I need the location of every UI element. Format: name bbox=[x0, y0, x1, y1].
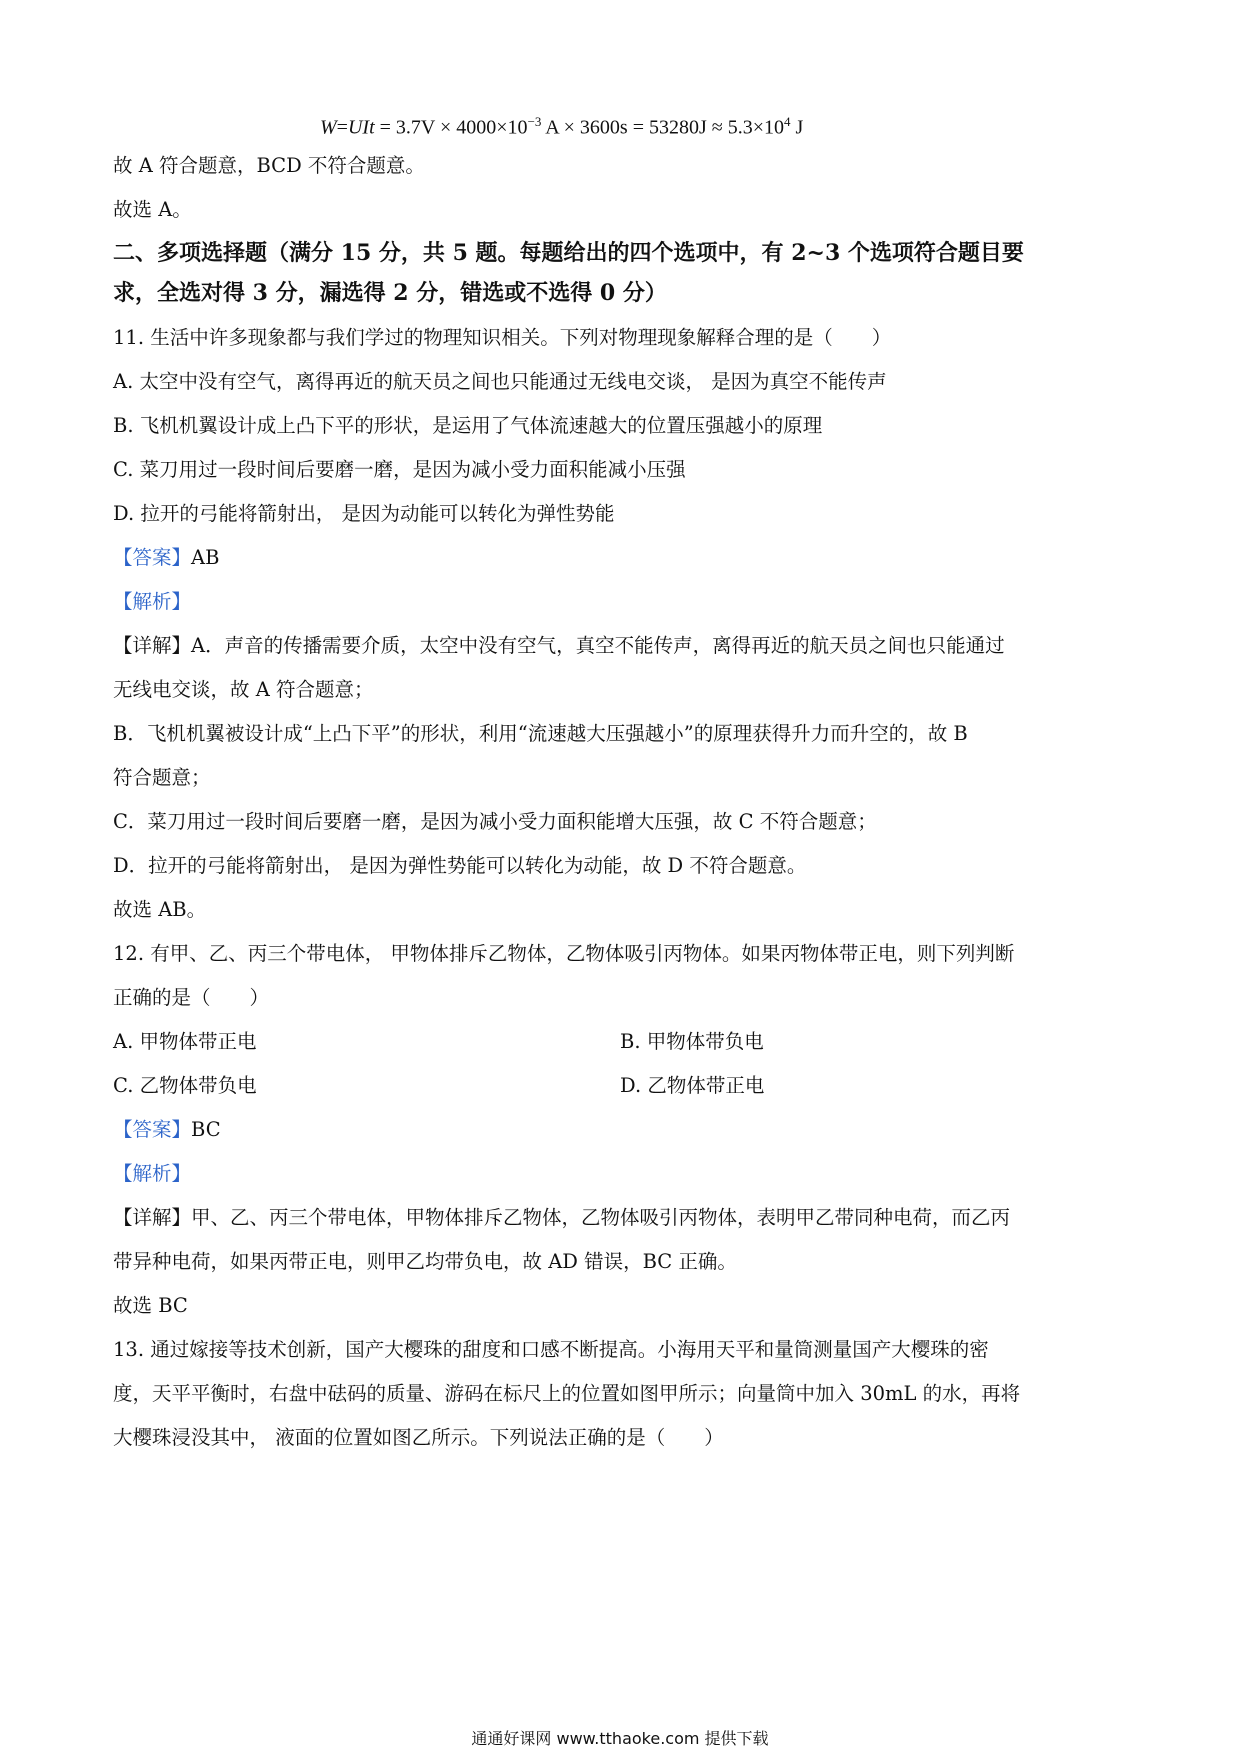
formula-exp2: 4 bbox=[784, 114, 791, 129]
formula-t: t bbox=[369, 116, 375, 139]
formula-u: U bbox=[347, 116, 363, 139]
detail-tag: 【详解】 bbox=[113, 1206, 192, 1229]
q11-answer-value: AB bbox=[191, 546, 220, 569]
q12-choice: 故选 BC bbox=[113, 1294, 188, 1317]
q11-detail-2: 无线电交谈，故 A 符合题意； bbox=[113, 678, 374, 701]
q11-detail-1-text: A．声音的传播需要介质，太空中没有空气，真空不能传声，离得再近的航天员之间也只能通过 bbox=[191, 634, 1005, 657]
q11-option-d: D. 拉开的弓能将箭射出， 是因为动能可以转化为弹性势能 bbox=[113, 502, 615, 525]
q13-stem-3: 大樱珠浸没其中， 液面的位置如图乙所示。下列说法正确的是（ ） bbox=[113, 1426, 724, 1449]
answer-tag: 【答案】 bbox=[113, 546, 192, 569]
q12-detail-1-text: 甲、乙、丙三个带电体，甲物体排斥乙物体，乙物体吸引丙物体，表明甲乙带同种电荷，而乙丙 bbox=[191, 1206, 1011, 1229]
q12-stem-1: 12. 有甲、乙、丙三个带电体， 甲物体排斥乙物体，乙物体吸引丙物体。如果丙物体带正电，则下列判断 bbox=[113, 942, 1015, 965]
q12-detail-2: 带异种电荷，如果丙带正电，则甲乙均带负电，故 AD 错误，BC 正确。 bbox=[113, 1250, 737, 1273]
formula-i: I bbox=[362, 116, 370, 139]
q11-option-b: B. 飞机机翼设计成上凸下平的形状，是运用了气体流速越大的位置压强越小的原理 bbox=[113, 414, 823, 437]
q11-detail-4: 符合题意； bbox=[113, 766, 211, 789]
q11-stem: 11. 生活中许多现象都与我们学过的物理知识相关。下列对物理现象解释合理的是（ ） bbox=[113, 326, 892, 349]
formula-eq1: = bbox=[336, 116, 348, 139]
q11-detail-3: B．飞机机翼被设计成“上凸下平”的形状，利用“流速越大压强越小”的原理获得升力而升空的，故 B bbox=[113, 722, 968, 745]
q12-option-c: C. 乙物体带负电 bbox=[113, 1074, 257, 1097]
q12-option-d: D. 乙物体带正电 bbox=[620, 1074, 765, 1097]
q12-detail-1 bbox=[113, 1204, 1010, 1232]
prev-conclusion: 故 A 符合题意，BCD 不符合题意。 bbox=[113, 154, 425, 177]
formula-unit: J bbox=[790, 116, 804, 139]
page-footer: 通通好课网 www.tthaoke.com 提供下载 bbox=[471, 1729, 769, 1748]
q12-option-b: B. 甲物体带负电 bbox=[620, 1030, 764, 1053]
q11-detail-6: D．拉开的弓能将箭射出， 是因为弹性势能可以转化为动能，故 D 不符合题意。 bbox=[113, 854, 807, 877]
q12-answer-value: BC bbox=[191, 1118, 221, 1141]
section-heading-line1: 二、多项选择题（满分 15 分，共 5 题。每题给出的四个选项中，有 2~3 个选项符合题目要 bbox=[113, 240, 1024, 266]
q13-stem-1: 13. 通过嫁接等技术创新，国产大樱珠的甜度和口感不断提高。小海用天平和量筒测量国产大樱珠的密 bbox=[113, 1338, 989, 1361]
formula-part2: A × 3600s = 53280J ≈ 5.3×10 bbox=[541, 116, 785, 139]
formula-part1: = 3.7V × 4000×10 bbox=[374, 116, 528, 139]
q11-answer bbox=[113, 544, 219, 572]
q13-stem-2: 度，天平平衡时，右盘中砝码的质量、游码在标尺上的位置如图甲所示；向量筒中加入 30mL 的水，再将 bbox=[113, 1382, 1021, 1405]
q11-detail-1 bbox=[113, 632, 1005, 660]
q11-analysis-tag: 【解析】 bbox=[113, 590, 192, 613]
formula-w: W bbox=[320, 116, 337, 139]
prev-choice: 故选 A。 bbox=[113, 198, 192, 221]
q12-stem-2: 正确的是（ ） bbox=[113, 986, 270, 1009]
formula-exp1: −3 bbox=[527, 114, 542, 129]
q12-analysis-tag: 【解析】 bbox=[113, 1162, 192, 1185]
q11-option-a: A. 太空中没有空气，离得再近的航天员之间也只能通过无线电交谈， 是因为真空不能传声 bbox=[113, 370, 887, 393]
q11-option-c: C. 菜刀用过一段时间后要磨一磨，是因为减小受力面积能减小压强 bbox=[113, 458, 686, 481]
q11-choice: 故选 AB。 bbox=[113, 898, 207, 921]
detail-tag: 【详解】 bbox=[113, 634, 192, 657]
q11-detail-5: C．菜刀用过一段时间后要磨一磨，是因为减小受力面积能增大压强，故 C 不符合题意； bbox=[113, 810, 877, 833]
answer-tag: 【答案】 bbox=[113, 1118, 192, 1141]
q12-option-a: A. 甲物体带正电 bbox=[113, 1030, 257, 1053]
energy-formula bbox=[320, 114, 803, 140]
q12-answer bbox=[113, 1116, 221, 1144]
section-heading-line2: 求，全选对得 3 分，漏选得 2 分，错选或不选得 0 分） bbox=[113, 280, 667, 306]
